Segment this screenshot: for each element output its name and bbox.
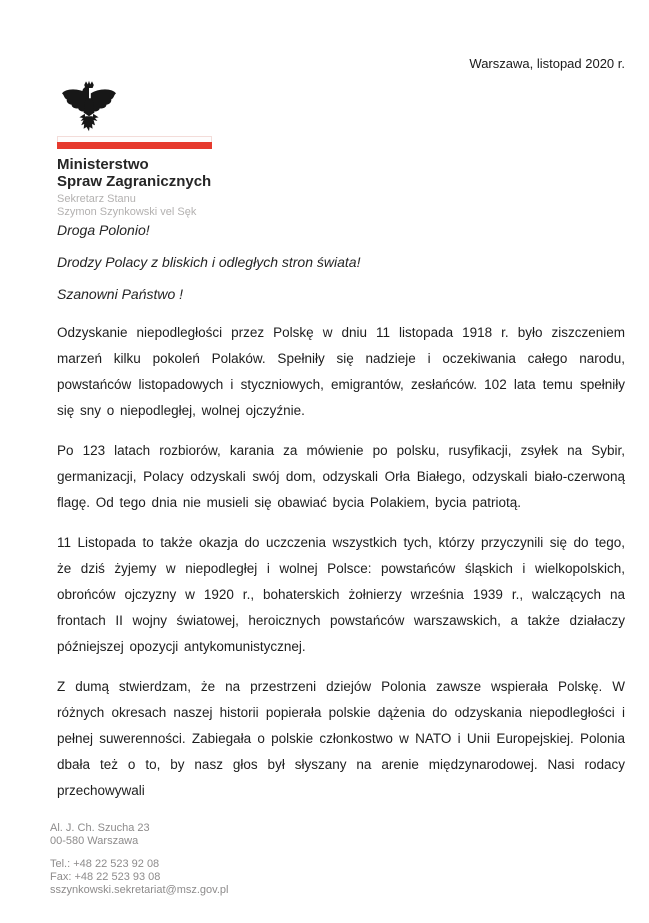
body-paragraph: Po 123 latach rozbiorów, karania za mówienie po polsku, rusyfikacji, zsyłek na Sybir, germanizacji, Polacy odzyskali swój dom, odzyskali Orła Białego, odzyskali biało-czerwoną flagę. Od tego dnia nie musieli się obawiać bycia Polakiem, bycia patriotą.	[57, 443, 625, 510]
ministry-name-line1: Ministerstwo	[57, 156, 149, 173]
letterhead	[57, 80, 277, 219]
official-block	[57, 193, 277, 219]
footer-contact	[50, 858, 228, 897]
footer-tel: Tel.: +48 22 523 92 08	[50, 858, 160, 870]
body-paragraph: 11 Listopada to także okazja do uczczenia wszystkich tych, którzy przyczynili się do tego, że dziś żyjemy w niepodległej i wolnej Polsce: powstańców śląskich i wielkopolskich, obrońców ojczyzny w 1920 r., bohaterskich żołnierzy września 1939 r., walczących na frontach II wojny światowej, heroicznych powstańców warszawskich, a także działaczy późniejszej opozycji antykomunistycznej.	[57, 535, 625, 654]
flag-red-stripe	[57, 142, 212, 149]
footer-email: sszynkowski.sekretariat@msz.gov.pl	[50, 884, 229, 896]
salutation-line: Droga Polonio!	[57, 222, 150, 238]
official-title: Sekretarz Stanu	[57, 193, 136, 205]
footer-address-line1: Al. J. Ch. Szucha 23	[50, 822, 150, 834]
polish-eagle-emblem	[59, 80, 119, 132]
footer	[50, 822, 228, 907]
salutation-line: Drodzy Polacy z bliskich i odległych stron świata!	[57, 254, 361, 270]
footer-address	[50, 822, 228, 848]
flag-stripe	[57, 136, 212, 149]
body-paragraph: Z dumą stwierdzam, że na przestrzeni dziejów Polonia zawsze wspierała Polskę. W różnych okresach naszej historii popierała polskie dążenia do odzyskania niepodległości i pełnej suwerenności. Zabiegała o polskie członkostwo w NATO i Unii Europejskiej. Polonia dbała też o to, by nasz głos był słyszany na arenie międzynarodowej. Nasi rodacy przechowywali	[57, 679, 625, 798]
date-line: Warszawa, listopad 2020 r.	[469, 56, 625, 71]
body-paragraph: Odzyskanie niepodległości przez Polskę w dniu 11 listopada 1918 r. było ziszczeniem marzeń kilku pokoleń Polaków. Spełniły się nadzieje i oczekiwania całego narodu, powstańców listopadowych i styczniowych, emigrantów, zesłańców. 102 lata temu spełniły się sny o niepodległej, wolnej ojczyźnie.	[57, 325, 625, 418]
letter-body	[57, 320, 625, 818]
footer-fax: Fax: +48 22 523 93 08	[50, 871, 161, 883]
ministry-name	[57, 156, 277, 190]
salutations	[57, 222, 625, 318]
footer-address-line2: 00-580 Warszawa	[50, 835, 139, 847]
official-name: Szymon Szynkowski vel Sęk	[57, 206, 197, 218]
salutation-line: Szanowni Państwo !	[57, 286, 184, 302]
ministry-name-line2: Spraw Zagranicznych	[57, 173, 212, 190]
